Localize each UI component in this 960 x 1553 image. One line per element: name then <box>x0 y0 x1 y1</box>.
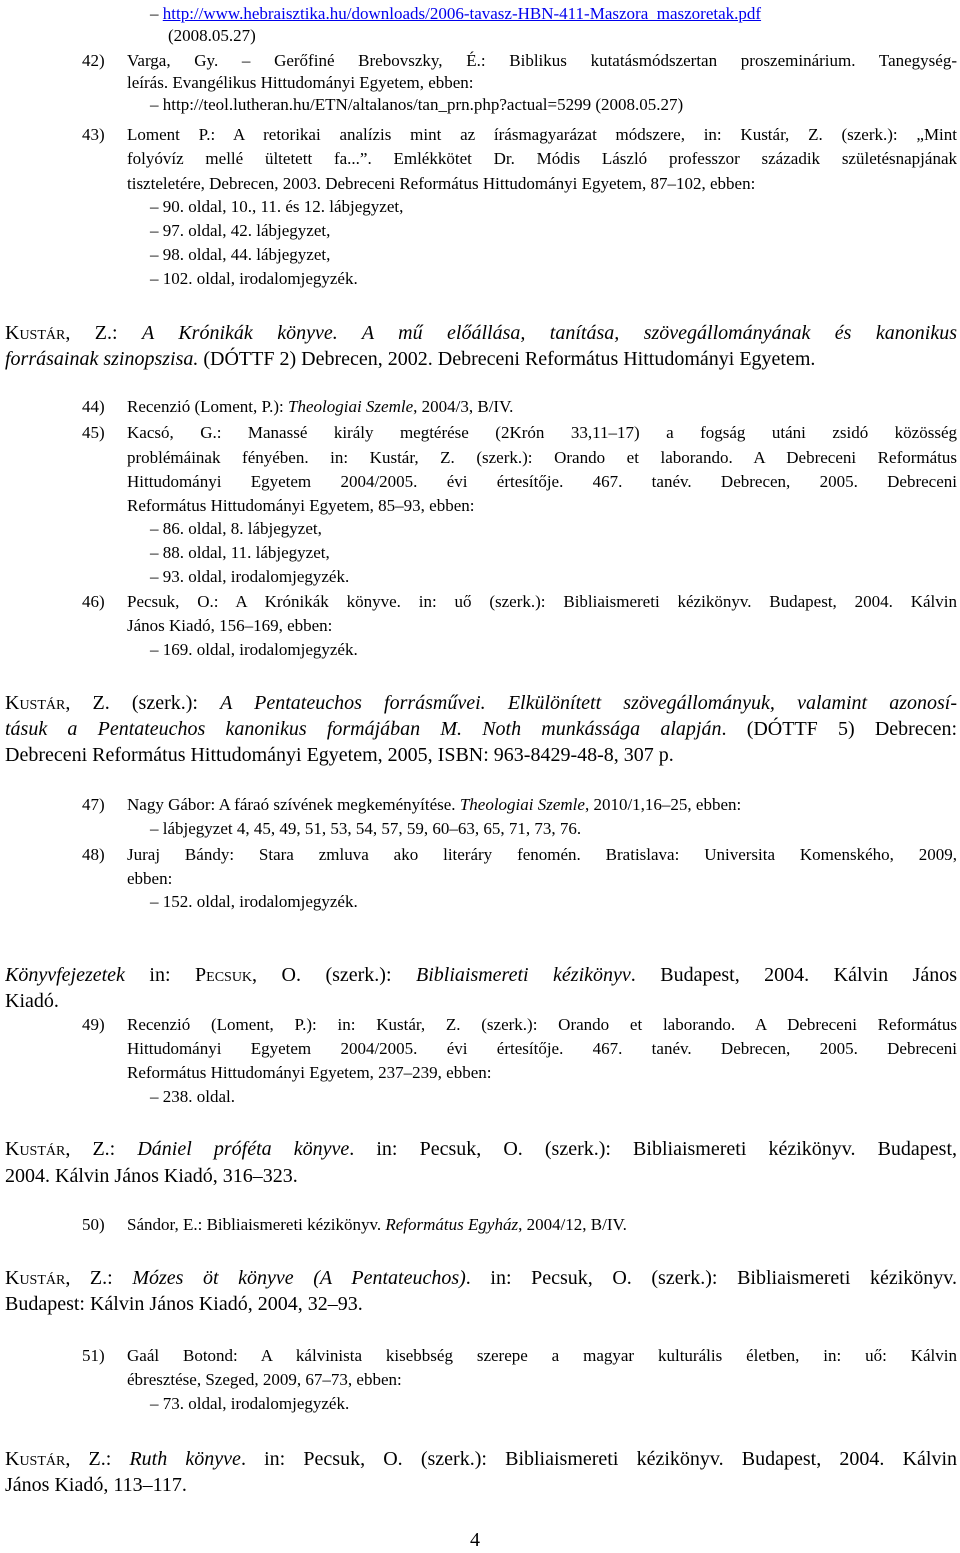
item-number-48: 48) <box>82 845 105 864</box>
chapters-label: Könyvfejezetek <box>5 964 125 986</box>
journal-title: Theologiai Szemle <box>459 795 585 814</box>
item43-line1: Loment P.: A retorikai analízis mint az írásmagyarázat módszere, in: Kustár, Z. (szerk.): „Mint <box>127 125 957 144</box>
item46-line2: János Kiadó, 156–169, ebben: <box>127 616 333 635</box>
item45-ref: – 86. oldal, 8. lábjegyzet, <box>150 519 322 538</box>
book2-title: A Pentateuchos forrásművei. Elkülönített szövegállományuk, valamint azonosí- <box>220 692 957 714</box>
chapter3-title: Ruth könyve <box>129 1448 241 1470</box>
item43-line2: folyóvíz mellé ültetett fa...”. Emlékkötet Dr. Módis László professzor századik születésnapjának <box>127 149 957 168</box>
url-date: (2008.05.27) <box>168 26 256 45</box>
item45-line1: Kacsó, G.: Manassé király megtérése (2Krón 33,11–17) a fogság utáni zsidó közösség <box>127 423 957 442</box>
journal-title: Református Egyház <box>385 1215 519 1234</box>
chapter3-line1: Kustár, Z.: Ruth könyve. in: Pecsuk, O. (szerk.): Bibliaismereti kézikönyv. Budapest, 2004. Kálvin <box>5 1448 957 1470</box>
url-reference-line <box>150 3 761 25</box>
item-number-42: 42) <box>82 51 105 70</box>
item46-line1: Pecsuk, O.: A Krónikák könyve. in: uő (szerk.): Bibliaismereti kézikönyv. Budapest, 2004. Kálvin <box>127 592 957 611</box>
item45-ref: – 88. oldal, 11. lábjegyzet, <box>150 543 330 562</box>
chapters-heading-line1: Könyvfejezetek in: Pecsuk, O. (szerk.): Bibliaismereti kézikönyv. Budapest, 2004. Kálvin János <box>5 964 957 986</box>
item42-line2: leírás. Evangélikus Hittudományi Egyetem, ebben: <box>127 73 474 92</box>
item-number-44: 44) <box>82 397 105 416</box>
item48-line1: Juraj Bándy: Stara zmluva ako literáry fenomén. Bratislava: Universita Komenského, 2009, <box>127 845 957 864</box>
book1-publication: (DÓTTF 2) Debrecen, 2002. Debreceni Református Hittudományi Egyetem. <box>198 348 816 370</box>
chapter2-title: Mózes öt könyve (A Pentateuchos) <box>132 1267 466 1289</box>
chapter3-line2: János Kiadó, 113–117. <box>5 1474 187 1496</box>
book1-title: A Krónikák könyve. A mű előállása, tanítása, szövegállományának és kanonikus <box>142 322 957 344</box>
chapters-heading-line2: Kiadó. <box>5 990 59 1012</box>
journal-title: Theologiai Szemle <box>288 397 414 416</box>
item51-ref: – 73. oldal, irodalomjegyzék. <box>150 1394 350 1413</box>
item-number-51: 51) <box>82 1346 105 1365</box>
book2-line1: Kustár, Z. (szerk.): A Pentateuchos forrásművei. Elkülönített szövegállományuk, valamint azonosí- <box>5 692 957 714</box>
item45-line3: Hittudományi Egyetem 2004/2005. évi értesítője. 467. tanév. Debrecen, 2005. Debreceni <box>127 472 957 491</box>
item47-line1: Nagy Gábor: A fáraó szívének megkeményítése. Theologiai Szemle, 2010/1,16–25, ebben: <box>127 795 742 814</box>
item45-line2: problémáinak fényében. in: Kustár, Z. (szerk.): Orando et laborando. A Debreceni Református <box>127 448 957 467</box>
book2-line2: tásuk a Pentateuchos kanonikus formájában M. Noth munkássága alapján. (DÓTTF 5) Debrecen: <box>5 718 957 740</box>
chapter2-line1: Kustár, Z.: Mózes öt könyve (A Pentateuchos). in: Pecsuk, O. (szerk.): Bibliaismereti kézikönyv. <box>5 1267 957 1289</box>
item51-line2: ébresztése, Szeged, 2009, 67–73, ebben: <box>127 1370 402 1389</box>
book2-line3: Debreceni Református Hittudományi Egyetem, 2005, ISBN: 963-8429-48-8, 307 p. <box>5 744 674 766</box>
item48-line2: ebben: <box>127 869 173 888</box>
item43-ref: – 97. oldal, 42. lábjegyzet, <box>150 221 331 240</box>
hebraisztika-link[interactable]: http://www.hebraisztika.hu/downloads/2006-tavasz-HBN-411-Maszora_maszoretak.pdf <box>162 4 762 23</box>
chapters-book-title: Bibliaismereti kézikönyv <box>416 964 631 986</box>
item-number-46: 46) <box>82 592 105 611</box>
dash: – <box>150 4 163 23</box>
item-number-45: 45) <box>82 423 105 442</box>
chapter2-author: Kustár, Z. <box>5 1267 108 1289</box>
item43-line3: tiszteletére, Debrecen, 2003. Debreceni Református Hittudományi Egyetem, 87–102, ebben: <box>127 174 756 193</box>
item42-url[interactable]: – http://teol.lutheran.hu/ETN/altalanos/tan_prn.php?actual=5299 (2008.05.27) <box>150 95 684 114</box>
item49-ref: – 238. oldal. <box>150 1087 235 1106</box>
book1-author: Kustár, Z. <box>5 322 113 344</box>
book1-title-cont: forrásainak szinopszisa. <box>5 348 199 370</box>
item47-ref: – lábjegyzet 4, 45, 49, 51, 53, 54, 57, 59, 60–63, 65, 71, 73, 76. <box>150 819 582 838</box>
item49-line2: Hittudományi Egyetem 2004/2005. évi értesítője. 467. tanév. Debrecen, 2005. Debreceni <box>127 1039 957 1058</box>
item44-text: Recenzió (Loment, P.): Theologiai Szemle, 2004/3, B/IV. <box>127 397 514 416</box>
item43-ref: – 98. oldal, 44. lábjegyzet, <box>150 245 331 264</box>
item49-line3: Református Hittudományi Egyetem, 237–239, ebben: <box>127 1063 492 1082</box>
item-number-47: 47) <box>82 795 105 814</box>
item43-ref: – 102. oldal, irodalomjegyzék. <box>150 269 358 288</box>
item45-line4: Református Hittudományi Egyetem, 85–93, ebben: <box>127 496 475 515</box>
item46-ref: – 169. oldal, irodalomjegyzék. <box>150 640 358 659</box>
item43-ref: – 90. oldal, 10., 11. és 12. lábjegyzet, <box>150 197 404 216</box>
chapter1-line2: 2004. Kálvin János Kiadó, 316–323. <box>5 1165 298 1187</box>
page-number: 4 <box>470 1529 480 1551</box>
chapter1-line1: Kustár, Z.: Dániel próféta könyve. in: Pecsuk, O. (szerk.): Bibliaismereti kézikönyv. Budapest, <box>5 1138 957 1160</box>
chapter1-author: Kustár, Z. <box>5 1138 110 1160</box>
item-number-49: 49) <box>82 1015 105 1034</box>
item45-ref: – 93. oldal, irodalomjegyzék. <box>150 567 350 586</box>
chapter3-author: Kustár, Z. <box>5 1448 106 1470</box>
item51-line1: Gaál Botond: A kálvinista kisebbség szerepe a magyar kulturális életben, in: uő: Kálvin <box>127 1346 957 1365</box>
item-number-50: 50) <box>82 1215 105 1234</box>
item50-text: Sándor, E.: Bibliaismereti kézikönyv. Református Egyház, 2004/12, B/IV. <box>127 1215 627 1234</box>
item42-line1: Varga, Gy. – Gerőfiné Brebovszky, É.: Biblikus kutatásmódszertan proszeminárium. Tanegység- <box>127 51 957 70</box>
book1-line2 <box>5 346 815 372</box>
item49-line1: Recenzió (Loment, P.): in: Kustár, Z. (szerk.): Orando et laborando. A Debreceni Református <box>127 1015 957 1034</box>
item-number-43: 43) <box>82 125 105 144</box>
item48-ref: – 152. oldal, irodalomjegyzék. <box>150 892 358 911</box>
chapter1-title: Dániel próféta könyve <box>137 1138 350 1160</box>
chapters-editor: Pecsuk, O. <box>195 964 301 986</box>
book2-title-cont: tásuk a Pentateuchos kanonikus formájában M. Noth munkássága alapján <box>5 718 722 740</box>
chapter2-line2: Budapest: Kálvin János Kiadó, 2004, 32–93. <box>5 1293 363 1315</box>
book2-author: Kustár, Z. <box>5 692 110 714</box>
book1-line1: Kustár, Z.: A Krónikák könyve. A mű előállása, tanítása, szövegállományának és kanonikus <box>5 322 957 344</box>
